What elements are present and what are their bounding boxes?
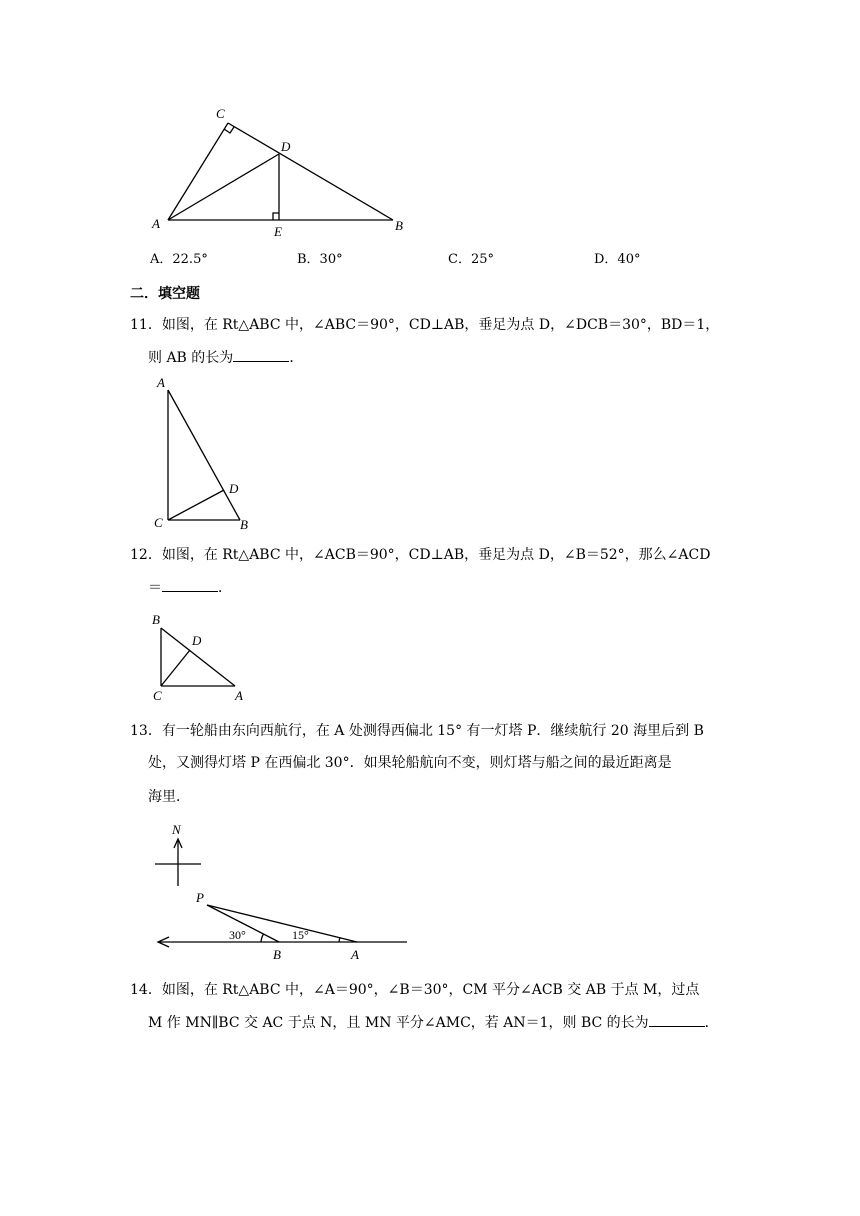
fig13-label-b: B (273, 947, 281, 962)
q13-line3: 海里． (148, 789, 190, 805)
q11-answer-blank[interactable] (233, 361, 289, 362)
q10-option-c: C．25° (448, 252, 494, 267)
q10-option-b: B．30° (297, 252, 343, 267)
fig12-label-a: A (235, 688, 243, 703)
fig11-label-c: C (154, 515, 163, 530)
q13-line2: 处，又测得灯塔 P 在西偏北 30°．如果轮船航向不变，则灯塔与船之间的最近距离是 (148, 755, 672, 771)
figure-q13 (145, 818, 420, 968)
section-title: 二．填空题 (130, 286, 200, 302)
q11-line2 (148, 348, 303, 368)
q12-line2 (148, 578, 232, 598)
fig10-label-c: C (216, 106, 225, 121)
q10-option-d: D．40° (594, 252, 641, 267)
q12-answer-blank[interactable] (162, 591, 218, 592)
fig12-label-d: D (192, 633, 202, 648)
q14-text-a: M 作 MN∥BC 交 AC 于点 N，且 MN 平分∠AMC，若 AN＝1，则 BC 的长为 (148, 1015, 649, 1031)
fig12-label-b: B (152, 612, 160, 627)
q14-answer-blank[interactable] (649, 1026, 705, 1027)
fig10-label-e: E (274, 224, 282, 239)
q14-line2 (148, 1013, 719, 1033)
q10-option-a: A．22.5° (150, 252, 208, 267)
fig11-label-d: D (229, 481, 239, 496)
figure-q11 (148, 372, 258, 532)
figure-q10 (140, 100, 420, 240)
fig12-label-c: C (153, 688, 162, 703)
q12-text-b: ． (218, 580, 232, 596)
fig13-label-a: A (351, 947, 359, 962)
q12-text-a: ＝ (148, 580, 162, 596)
fig10-label-a: A (152, 216, 160, 231)
fig10-label-b: B (395, 218, 403, 233)
fig13-label-n: N (172, 822, 181, 837)
fig13-label-p: P (196, 890, 204, 905)
q11-line1: 11．如图，在 Rt△ABC 中，∠ABC＝90°，CD⊥AB，垂足为点 D，∠DCB＝30°，BD＝1， (130, 317, 720, 333)
q14-line1: 14．如图，在 Rt△ABC 中，∠A＝90°，∠B＝30°，CM 平分∠ACB 交 AB 于点 M，过点 (130, 982, 700, 998)
figure-q12 (148, 608, 258, 704)
fig10-label-d: D (281, 139, 291, 154)
q11-text-a: 则 AB 的长为 (148, 350, 234, 366)
fig13-angle-b: 30° (229, 928, 246, 942)
q13-line1: 13．有一轮船由东向西航行，在 A 处测得西偏北 15° 有一灯塔 P．继续航行 20 海里后到 B (130, 723, 704, 739)
q14-text-b: ． (704, 1015, 719, 1031)
fig13-angle-a: 15° (292, 928, 309, 942)
fig11-label-a: A (157, 375, 165, 390)
fig11-label-b: B (240, 517, 248, 532)
q11-text-b: ． (289, 350, 304, 366)
q12-line1: 12．如图，在 Rt△ABC 中，∠ACB＝90°，CD⊥AB，垂足为点 D，∠B＝52°，那么∠ACD (130, 547, 711, 563)
